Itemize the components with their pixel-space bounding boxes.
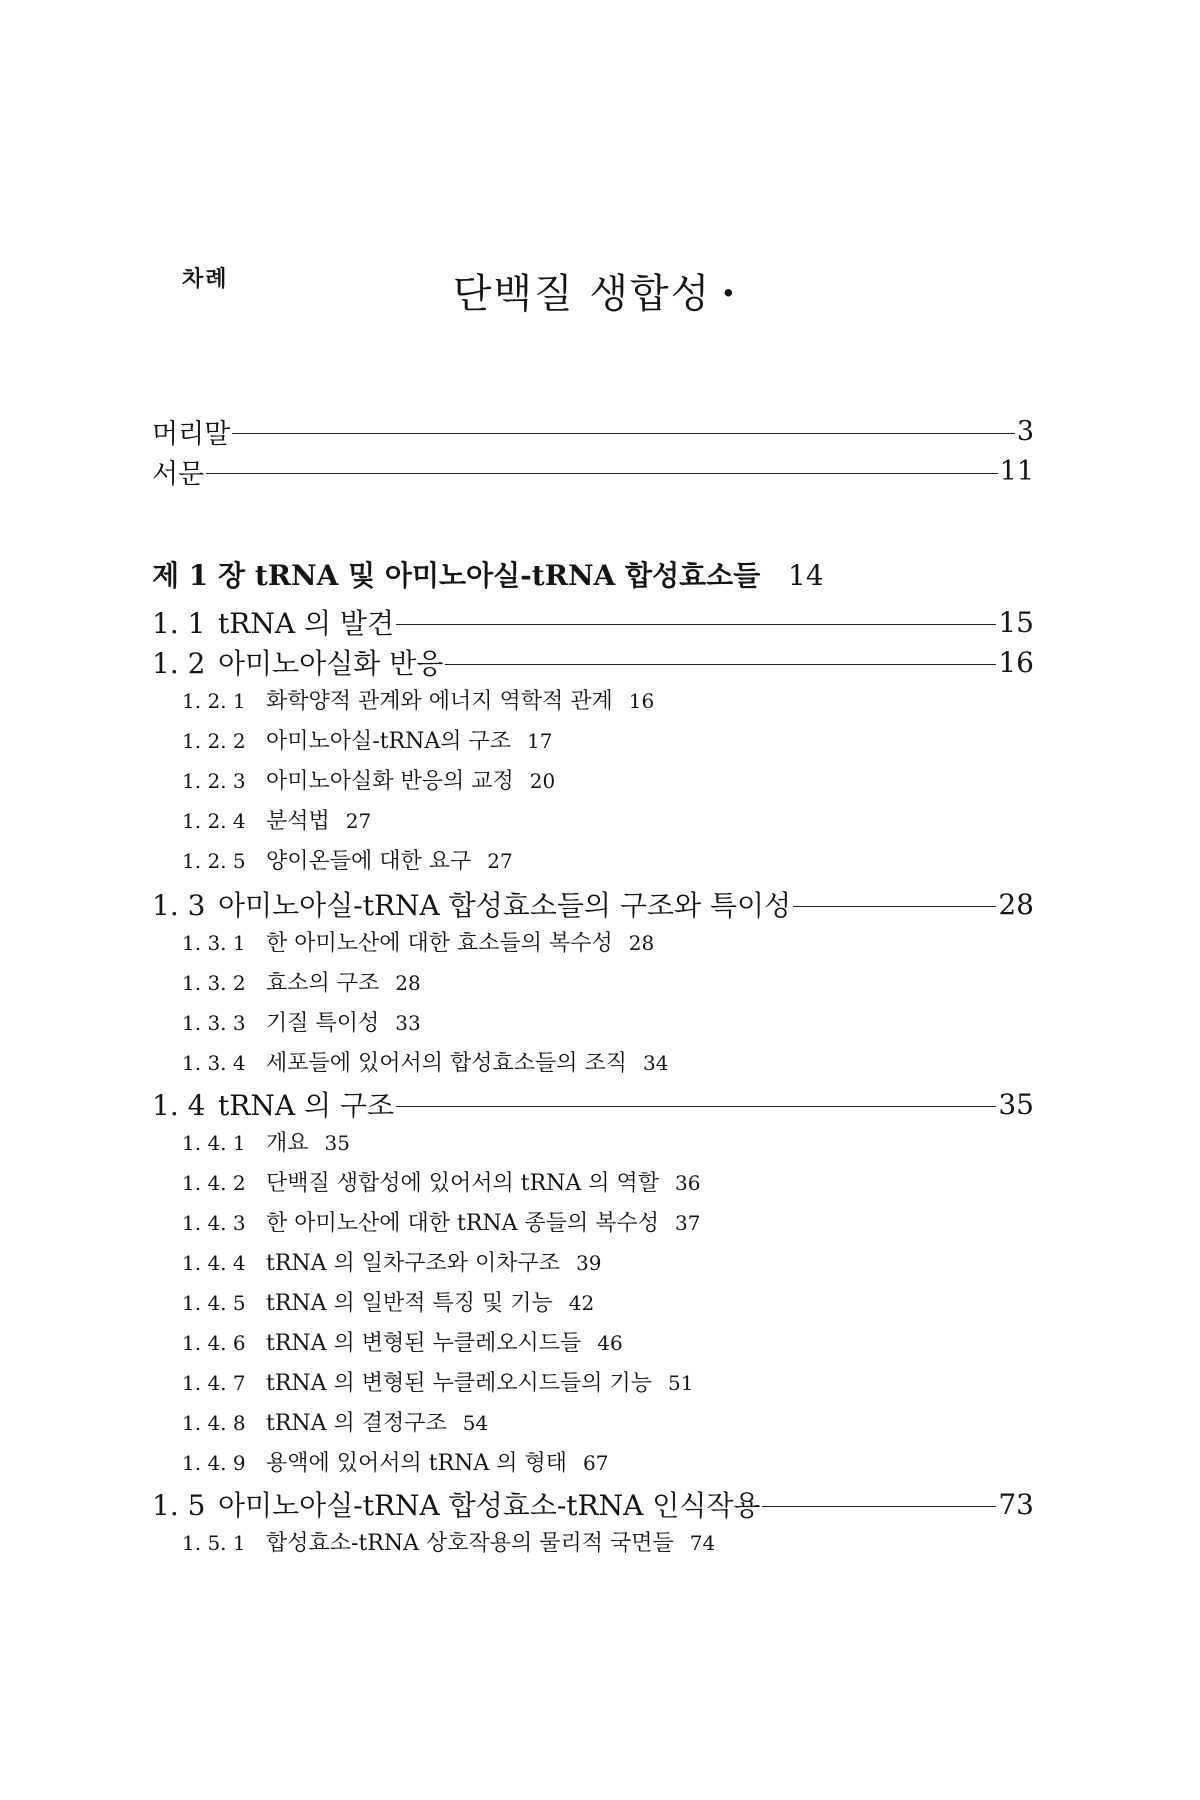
subsection-title: 용액에 있어서의 tRNA 의 형태 bbox=[266, 1451, 568, 1476]
subsection-page: 33 bbox=[395, 1011, 421, 1035]
toc-subsection bbox=[182, 764, 555, 795]
subsection-page: 28 bbox=[628, 931, 655, 955]
subsection-number: 1. 3. 1 bbox=[182, 931, 246, 955]
toc-subsection bbox=[182, 1526, 715, 1557]
section-title: tRNA 의 구조 bbox=[218, 1089, 394, 1122]
subsection-page: 67 bbox=[583, 1451, 609, 1475]
toc-subsection bbox=[182, 1406, 488, 1437]
dot-leader bbox=[793, 906, 996, 907]
subsection-page: 54 bbox=[462, 1411, 489, 1435]
section-number: 1. 3 bbox=[152, 889, 206, 922]
subsection-page: 34 bbox=[643, 1051, 669, 1075]
subsection-page: 37 bbox=[675, 1211, 701, 1235]
toc-subsection bbox=[182, 966, 421, 997]
toc-subsection bbox=[182, 1046, 668, 1077]
dot-leader bbox=[206, 473, 997, 474]
subsection-page: 39 bbox=[576, 1251, 602, 1275]
section-title: 아미노아실-tRNA 합성효소-tRNA 인식작용 bbox=[218, 1489, 761, 1522]
entry-label: 머리말 bbox=[152, 419, 231, 450]
subsection-page: 20 bbox=[529, 769, 556, 793]
section-number: 1. 4 bbox=[152, 1089, 206, 1122]
subsection-page: 27 bbox=[487, 849, 513, 873]
chapter-label: 제 1 장 bbox=[152, 559, 246, 592]
title-separator: · bbox=[721, 270, 738, 317]
subsection-title: tRNA 의 변형된 누클레오시드들의 기능 bbox=[266, 1371, 653, 1396]
section-title: tRNA 의 발견 bbox=[218, 607, 394, 640]
subsection-number: 1. 2. 4 bbox=[182, 809, 246, 833]
subsection-title: tRNA 의 일반적 특징 및 기능 bbox=[266, 1291, 553, 1316]
dot-leader bbox=[396, 1106, 996, 1107]
toc-subsection bbox=[182, 926, 654, 957]
dot-leader bbox=[232, 433, 1015, 434]
toc-subsection bbox=[182, 1446, 609, 1477]
subsection-page: 28 bbox=[395, 971, 421, 995]
toc-entry-foreword bbox=[152, 452, 1034, 491]
toc-subsection bbox=[182, 804, 371, 835]
title-sub: 차례 bbox=[182, 266, 229, 292]
toc-section bbox=[152, 1084, 1034, 1124]
chapter-heading bbox=[152, 554, 824, 594]
subsection-title: 한 아미노산에 대한 tRNA 종들의 복수성 bbox=[266, 1211, 660, 1236]
title-main: 단백질 생합성 bbox=[452, 271, 712, 317]
section-title: 아미노아실화 반응 bbox=[218, 647, 444, 680]
subsection-title: 양이온들에 대한 요구 bbox=[266, 849, 472, 874]
entry-page: 11 bbox=[999, 456, 1034, 487]
subsection-number: 1. 5. 1 bbox=[182, 1531, 246, 1555]
subsection-number: 1. 4. 7 bbox=[182, 1371, 246, 1395]
subsection-title: tRNA 의 변형된 누클레오시드들 bbox=[266, 1331, 582, 1356]
subsection-title: 단백질 생합성에 있어서의 tRNA 의 역할 bbox=[266, 1171, 660, 1196]
toc-section bbox=[152, 642, 1034, 682]
subsection-page: 35 bbox=[324, 1131, 350, 1155]
subsection-number: 1. 3. 4 bbox=[182, 1051, 246, 1075]
toc-subsection bbox=[182, 1166, 701, 1197]
toc-subsection bbox=[182, 1286, 594, 1317]
subsection-page: 16 bbox=[628, 689, 655, 713]
subsection-title: 아미노아실-tRNA의 구조 bbox=[266, 729, 511, 754]
subsection-page: 36 bbox=[675, 1171, 701, 1195]
subsection-number: 1. 2. 1 bbox=[182, 689, 246, 713]
chapter-title: tRNA 및 아미노아실-tRNA 합성효소들 bbox=[254, 559, 761, 592]
section-number: 1. 5 bbox=[152, 1489, 206, 1522]
toc-entry-preface bbox=[152, 412, 1034, 451]
subsection-page: 74 bbox=[689, 1531, 716, 1555]
toc-section bbox=[152, 602, 1034, 642]
subsection-title: 세포들에 있어서의 합성효소들의 조직 bbox=[266, 1051, 628, 1076]
subsection-title: 화학양적 관계와 에너지 역학적 관계 bbox=[266, 689, 613, 714]
subsection-page: 51 bbox=[668, 1371, 694, 1395]
subsection-number: 1. 2. 2 bbox=[182, 729, 246, 753]
subsection-title: 합성효소-tRNA 상호작용의 물리적 국면들 bbox=[266, 1531, 674, 1556]
subsection-number: 1. 3. 3 bbox=[182, 1011, 246, 1035]
subsection-number: 1. 2. 5 bbox=[182, 849, 246, 873]
toc-subsection bbox=[182, 1246, 602, 1277]
toc-subsection bbox=[182, 1326, 623, 1357]
toc-subsection bbox=[182, 1206, 701, 1237]
dot-leader bbox=[396, 624, 996, 625]
subsection-page: 42 bbox=[568, 1291, 595, 1315]
subsection-title: tRNA 의 결정구조 bbox=[266, 1411, 447, 1436]
toc-subsection bbox=[182, 1006, 421, 1037]
subsection-title: 기질 특이성 bbox=[266, 1011, 380, 1036]
subsection-number: 1. 4. 5 bbox=[182, 1291, 246, 1315]
entry-page: 3 bbox=[1016, 416, 1034, 447]
toc-subsection bbox=[182, 1366, 694, 1397]
toc-subsection bbox=[182, 844, 513, 875]
subsection-title: tRNA 의 일차구조와 이차구조 bbox=[266, 1251, 561, 1276]
subsection-page: 27 bbox=[345, 809, 372, 833]
toc-section bbox=[152, 1484, 1034, 1524]
section-number: 1. 2 bbox=[152, 647, 206, 680]
toc-subsection bbox=[182, 1126, 350, 1157]
section-number: 1. 1 bbox=[152, 607, 206, 640]
subsection-title: 한 아미노산에 대한 효소들의 복수성 bbox=[266, 931, 613, 956]
section-page: 15 bbox=[998, 605, 1034, 639]
subsection-title: 분석법 bbox=[266, 809, 330, 834]
toc-section bbox=[152, 884, 1034, 924]
section-page: 73 bbox=[998, 1487, 1034, 1521]
subsection-title: 개요 bbox=[266, 1131, 309, 1156]
subsection-number: 1. 4. 9 bbox=[182, 1451, 246, 1475]
subsection-number: 1. 4. 6 bbox=[182, 1331, 246, 1355]
subsection-number: 1. 4. 2 bbox=[182, 1171, 246, 1195]
section-page: 16 bbox=[998, 645, 1034, 679]
subsection-title: 효소의 구조 bbox=[266, 971, 380, 996]
subsection-number: 1. 3. 2 bbox=[182, 971, 246, 995]
dot-leader bbox=[445, 664, 996, 665]
subsection-number: 1. 4. 8 bbox=[182, 1411, 246, 1435]
subsection-number: 1. 4. 4 bbox=[182, 1251, 246, 1275]
section-page: 35 bbox=[998, 1087, 1034, 1121]
subsection-page: 17 bbox=[527, 729, 553, 753]
subsection-title: 아미노아실화 반응의 교정 bbox=[266, 769, 514, 794]
toc-subsection bbox=[182, 684, 654, 715]
entry-label: 서문 bbox=[152, 459, 205, 490]
subsection-page: 46 bbox=[597, 1331, 623, 1355]
page-title bbox=[0, 262, 1200, 319]
section-title: 아미노아실-tRNA 합성효소들의 구조와 특이성 bbox=[218, 889, 792, 922]
dot-leader bbox=[762, 1506, 996, 1507]
section-page: 28 bbox=[998, 887, 1034, 921]
subsection-number: 1. 4. 3 bbox=[182, 1211, 246, 1235]
chapter-page: 14 bbox=[788, 559, 824, 592]
toc-subsection bbox=[182, 724, 552, 755]
subsection-number: 1. 2. 3 bbox=[182, 769, 246, 793]
subsection-number: 1. 4. 1 bbox=[182, 1131, 246, 1155]
